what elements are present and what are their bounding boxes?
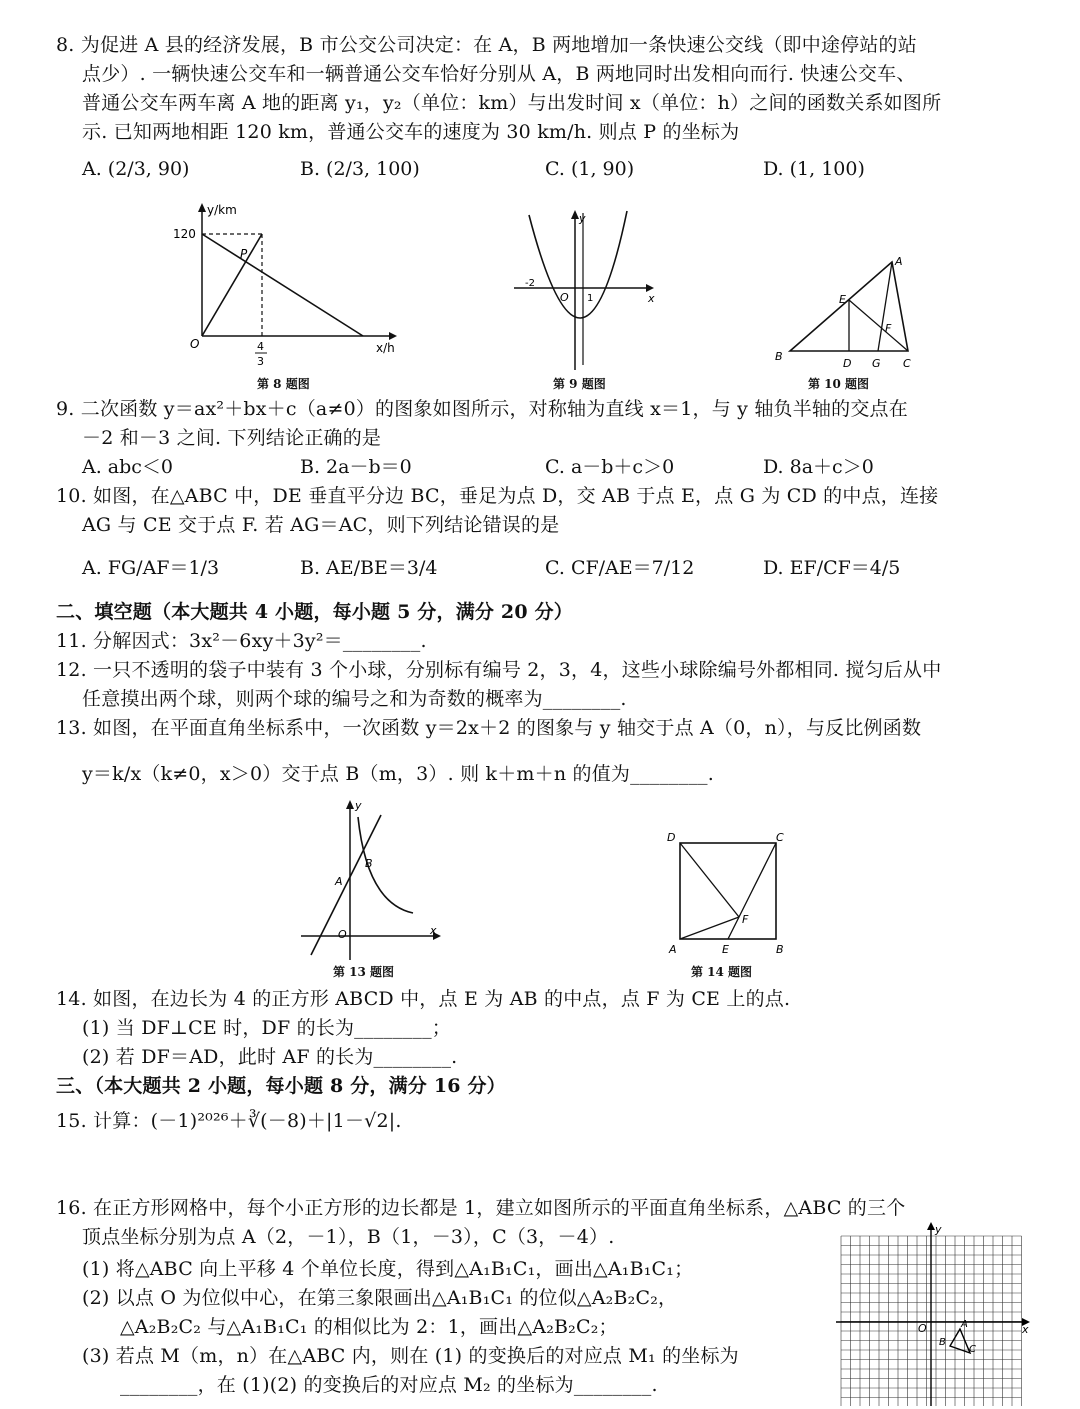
fig14-E: E xyxy=(722,943,729,956)
fig8-xtick-num: 4 xyxy=(257,340,264,353)
q9-option-a: A. abc＜0 xyxy=(82,456,174,478)
fig8-point-p: P xyxy=(240,247,248,261)
fig14-C: C xyxy=(776,831,784,844)
section-2-heading: 二、填空题（本大题共 4 小题，每小题 5 分，满分 20 分） xyxy=(56,601,573,623)
fig16-x-label: x xyxy=(1022,1323,1029,1336)
figure-10-triangle xyxy=(768,250,928,372)
fig9-x-label: x xyxy=(648,292,655,305)
fig9-origin: O xyxy=(560,291,569,304)
fig16-A: A xyxy=(961,1319,968,1330)
q13-line-2: y＝k/x（k≠0，x＞0）交于点 B（m，3）. 则 k＋m＋n 的值为________. xyxy=(82,763,714,785)
fig10-C: C xyxy=(903,357,911,370)
q8-line-4: 示. 已知两地相距 120 km，普通公交车的速度为 30 km/h. 则点 P 的坐标为 xyxy=(82,121,740,143)
fig10-caption: 第 10 题图 xyxy=(808,377,870,391)
figure-16-grid xyxy=(836,1222,1032,1406)
figure-9-parabola xyxy=(508,205,658,370)
q15-text: 15. 计算：(－1)²⁰²⁶＋∛(－8)＋|1－√2|. xyxy=(56,1110,402,1132)
fig8-y120: 120 xyxy=(173,227,196,241)
fig16-B: B xyxy=(939,1337,946,1348)
fig8-xlabel: x/h xyxy=(376,341,395,355)
q12-line-2: 任意摸出两个球，则两个球的编号之和为奇数的概率为________. xyxy=(82,688,627,710)
q13-line-1: 13. 如图，在平面直角坐标系中，一次函数 y＝2x＋2 的图象与 y 轴交于点 A（0，n），与反比例函数 xyxy=(56,717,922,739)
q8-line-1: 8. 为促进 A 县的经济发展，B 市公交公司决定：在 A，B 两地增加一条快速公交线（即中途停站的站 xyxy=(56,34,917,56)
fig10-A: A xyxy=(895,255,903,268)
fig16-y-label: y xyxy=(935,1223,942,1236)
q10-line-1: 10. 如图，在△ABC 中，DE 垂直平分边 BC，垂足为点 D，交 AB 于点 E，点 G 为 CD 的中点，连接 xyxy=(56,485,939,507)
fig13-A: A xyxy=(335,875,343,888)
fig14-F: F xyxy=(742,913,749,926)
q8-option-c: C. (1, 90) xyxy=(545,158,635,180)
q9-option-d: D. 8a＋c＞0 xyxy=(763,456,874,478)
fig10-F: F xyxy=(885,322,892,335)
fig8-ylabel: y/km xyxy=(207,203,237,217)
fig8-xtick-den: 3 xyxy=(257,355,264,368)
q9-option-c: C. a－b＋c＞0 xyxy=(545,456,675,478)
fig13-B: B xyxy=(365,857,373,870)
q8-option-d: D. (1, 100) xyxy=(763,158,865,180)
q8-line-3: 普通公交车两车离 A 地的距离 y₁，y₂（单位：km）与出发时间 x（单位：h）之间的函数关系如图所 xyxy=(82,92,942,114)
fig9-caption: 第 9 题图 xyxy=(553,377,606,391)
q10-option-b: B. AE/BE＝3/4 xyxy=(300,557,438,579)
figure-8-graph xyxy=(165,200,405,380)
q9-option-b: B. 2a－b＝0 xyxy=(300,456,412,478)
fig9-tick-1: 1 xyxy=(587,293,594,304)
q16-line-3: (1) 将△ABC 向上平移 4 个单位长度，得到△A₁B₁C₁，画出△A₁B₁C₁； xyxy=(82,1258,694,1280)
q10-option-a: A. FG/AF＝1/3 xyxy=(82,557,220,579)
q14-line-1: 14. 如图，在边长为 4 的正方形 ABCD 中，点 E 为 AB 的中点，点 F 为 CE 上的点. xyxy=(56,988,791,1010)
q10-option-c: C. CF/AE＝7/12 xyxy=(545,557,695,579)
q10-line-2: AG 与 CE 交于点 F. 若 AG＝AC，则下列结论错误的是 xyxy=(82,514,560,536)
fig16-origin: O xyxy=(918,1322,927,1335)
figure-14-square xyxy=(660,825,795,960)
section-3-heading: 三、（本大题共 2 小题，每小题 8 分，满分 16 分） xyxy=(56,1075,506,1097)
q16-line-2: 顶点坐标分别为点 A（2，－1），B（1，－3），C（3，－4）. xyxy=(82,1226,615,1248)
q16-line-5: △A₂B₂C₂ 与△A₁B₁C₁ 的相似比为 2：1，画出△A₂B₂C₂； xyxy=(120,1316,618,1338)
q10-option-d: D. EF/CF＝4/5 xyxy=(763,557,901,579)
fig16-C: C xyxy=(969,1344,976,1355)
q14-line-3: (2) 若 DF＝AD，此时 AF 的长为________. xyxy=(82,1046,458,1068)
figure-13-graph xyxy=(295,795,445,960)
fig14-D: D xyxy=(667,831,676,844)
fig9-tick-m2: -2 xyxy=(525,278,535,289)
fig13-x-label: x xyxy=(430,924,437,937)
q9-line-1: 9. 二次函数 y＝ax²＋bx＋c（a≠0）的图象如图所示，对称轴为直线 x＝1，与 y 轴负半轴的交点在 xyxy=(56,398,908,420)
q9-line-2: －2 和－3 之间. 下列结论正确的是 xyxy=(82,427,382,449)
q16-line-6: (3) 若点 M（m，n）在△ABC 内，则在 (1) 的变换后的对应点 M₁ 的坐标为 xyxy=(82,1345,739,1367)
fig10-B: B xyxy=(775,350,783,363)
fig8-origin: O xyxy=(190,337,200,351)
fig14-B: B xyxy=(776,943,784,956)
fig8-caption: 第 8 题图 xyxy=(257,377,310,391)
q12-line-1: 12. 一只不透明的袋子中装有 3 个小球，分别标有编号 2，3，4，这些小球除编号外都相同. 搅匀后从中 xyxy=(56,659,942,681)
q16-line-4: (2) 以点 O 为位似中心，在第三象限画出△A₁B₁C₁ 的位似△A₂B₂C₂， xyxy=(82,1287,678,1309)
fig10-D: D xyxy=(843,357,852,370)
fig10-G: G xyxy=(872,357,881,370)
q16-line-1: 16. 在正方形网格中，每个小正方形的边长都是 1，建立如图所示的平面直角坐标系，△ABC 的三个 xyxy=(56,1197,906,1219)
fig14-caption: 第 14 题图 xyxy=(691,965,753,979)
fig13-O: O xyxy=(338,928,347,941)
q16-line-7: ________，在 (1)(2) 的变换后的对应点 M₂ 的坐标为________. xyxy=(120,1374,658,1396)
q8-option-b: B. (2/3, 100) xyxy=(300,158,420,180)
q8-line-2: 点少）. 一辆快速公交车和一辆普通公交车恰好分别从 A，B 两地同时出发相向而行. 快速公交车、 xyxy=(82,63,916,85)
fig13-caption: 第 13 题图 xyxy=(333,965,395,979)
fig14-A: A xyxy=(669,943,677,956)
fig9-y-label: y xyxy=(579,212,586,225)
q8-option-a: A. (2/3, 90) xyxy=(82,158,190,180)
fig10-E: E xyxy=(839,293,846,306)
fig13-y-label: y xyxy=(355,799,362,812)
q11-text: 11. 分解因式：3x²－6xy＋3y²＝________. xyxy=(56,630,427,652)
q14-line-2: (1) 当 DF⊥CE 时，DF 的长为________； xyxy=(82,1017,451,1039)
